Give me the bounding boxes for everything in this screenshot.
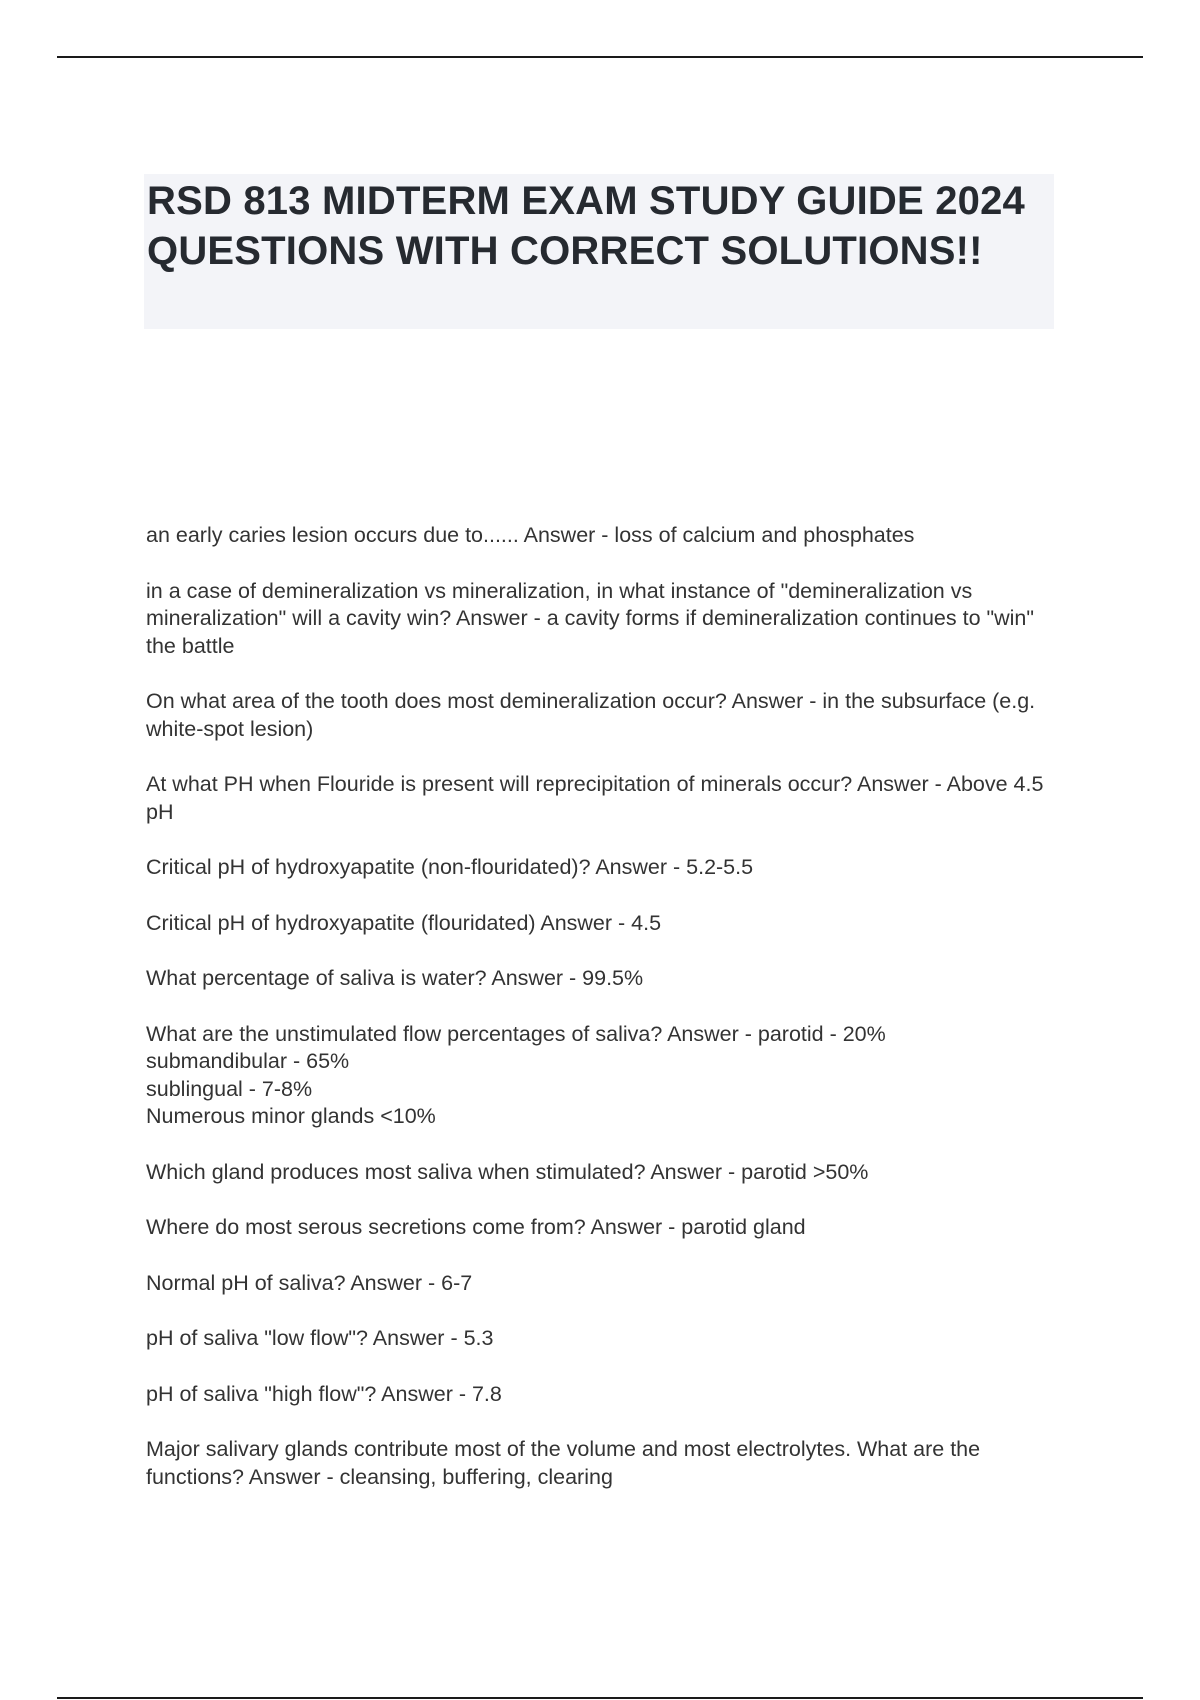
qa-item: On what area of the tooth does most demineralization occur? Answer - in the subsurface (e.g. white-spot lesion) (146, 689, 1036, 741)
bottom-divider (57, 1697, 1143, 1699)
qa-item: Critical pH of hydroxyapatite (flouridated) Answer - 4.5 (146, 910, 662, 935)
qa-item: What percentage of saliva is water? Answer - 99.5% (146, 966, 644, 990)
qa-item: Which gland produces most saliva when stimulated? Answer - parotid >50% (146, 1159, 869, 1184)
qa-item: Major salivary glands contribute most of the volume and most electrolytes. What are the functions? Answer - cleansing, buffering, clearing (146, 1437, 981, 1489)
top-divider (57, 56, 1143, 58)
qa-item: pH of saliva "low flow"? Answer - 5.3 (146, 1326, 494, 1350)
qa-item: in a case of demineralization vs mineralization, in what instance of "demineralization vs mineralization" will a cavity win? Answer - a cavity forms if demineralization continues to "win" the battle (146, 578, 1035, 658)
document-title: RSD 813 MIDTERM EXAM STUDY GUIDE 2024 QUESTIONS WITH CORRECT SOLUTIONS!! (147, 179, 1025, 273)
qa-item: pH of saliva "high flow"? Answer - 7.8 (146, 1381, 502, 1406)
qa-item: Critical pH of hydroxyapatite (non-flouridated)? Answer - 5.2-5.5 (146, 855, 754, 879)
qa-item: an early caries lesion occurs due to...... Answer - loss of calcium and phosphates (146, 523, 915, 547)
qa-item: At what PH when Flouride is present will reprecipitation of minerals occur? Answer - Above 4.5 pH (146, 772, 1044, 824)
qa-item: What are the unstimulated flow percentages of saliva? Answer - parotid - 20% submandibular - 65% sublingual - 7-8% Numerous minor glands <10% (146, 1021, 886, 1128)
qa-list (146, 522, 1066, 1519)
qa-item: Normal pH of saliva? Answer - 6-7 (146, 1270, 473, 1295)
qa-item: Where do most serous secretions come from? Answer - parotid gland (146, 1215, 806, 1239)
